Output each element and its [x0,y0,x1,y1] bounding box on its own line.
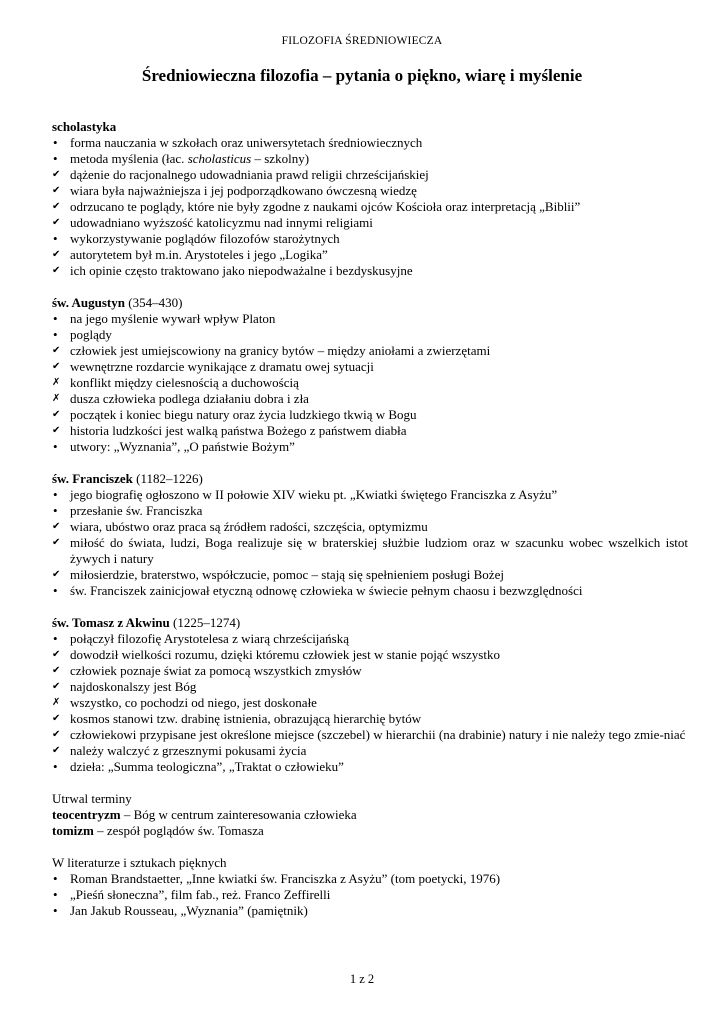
checkmark-icon: ✔ [52,201,61,212]
page-number: 1 z 2 [349,972,375,986]
list-item [52,263,688,279]
checkmark-icon: ✔ [52,425,61,436]
checkmark-icon: ✔ [52,521,61,532]
list-item-text [70,631,688,647]
text-run: miłosierdzie, braterstwo, współczucie, pomoc – stają się spełnieniem posługi Bożej [70,567,504,582]
checkmark-icon: ✔ [52,569,61,580]
bullet-icon: • [53,887,58,902]
section-heading-dates: (1182–1226) [132,471,203,486]
literature-item [52,887,688,903]
list-item [52,567,688,583]
list-item-text [70,727,688,743]
text-run: połączył filozofię Arystotelesa z wiarą chrześcijańską [70,631,350,646]
terms-heading: Utrwal terminy [52,791,132,806]
bullet-icon: • [53,583,58,598]
literature-item-text: Roman Brandstaetter, „Inne kwiatki św. Franciszka z Asyżu” (tom poetycki, 1976) [70,871,501,886]
text-run: przesłanie św. Franciszka [70,503,203,518]
section-heading [52,615,688,631]
checkmark-icon: ✔ [52,649,61,660]
bullet-icon: • [53,231,58,246]
section-heading [52,119,688,135]
list-item-text [70,343,688,359]
section-heading-title: św. Tomasz z Akwinu [52,615,170,630]
section-heading-title: św. Franciszek [52,471,133,486]
checkmark-icon: ✔ [52,665,61,676]
section-heading [52,295,688,311]
section-list [52,487,688,599]
bullet-icon: • [53,503,58,518]
list-item-text [70,311,688,327]
section [52,471,688,599]
list-item-text [70,743,688,759]
list-item [52,391,688,407]
list-item [52,679,688,695]
list-item [52,727,688,743]
list-item-text [70,439,688,455]
list-item [52,135,688,151]
list-item [52,183,688,199]
literature-section [52,855,688,919]
term-name: tomizm [52,823,94,838]
terms-list [52,807,688,839]
list-item-text [70,567,688,583]
list-item [52,535,688,567]
list-item-text [70,247,688,263]
bullet-icon: • [53,759,58,774]
literature-item [52,903,688,919]
list-item [52,711,688,727]
text-run: utwory: „Wyznania”, „O państwie Bożym” [70,439,295,454]
list-item-text [70,759,688,775]
section-list [52,311,688,455]
text-run: na jego myślenie wywarł wpływ Platon [70,311,276,326]
list-item [52,231,688,247]
list-item [52,423,688,439]
cross-icon: ✗ [52,377,61,388]
text-run: dusza człowieka podlega działaniu dobra i zła [70,391,309,406]
text-run: odrzucano te poglądy, które nie były zgodne z naukami ojców Kościoła oraz interpretacją „Biblii” [70,199,581,214]
text-run: miłość do świata, ludzi, Boga realizuje się w braterskiej służbie ludziom oraz w szacunku wobec wszelkich istot żywych i natury [70,535,688,566]
section [52,119,688,279]
text-run: historia ludzkości jest walką państwa Bożego z państwem diabła [70,423,407,438]
checkmark-icon: ✔ [52,361,61,372]
list-item [52,519,688,535]
list-item [52,327,688,343]
text-run: autorytetem był m.in. Arystoteles i jego „Logika” [70,247,328,262]
checkmark-icon: ✔ [52,409,61,420]
text-run: najdoskonalszy jest Bóg [70,679,197,694]
list-item [52,311,688,327]
list-item [52,759,688,775]
literature-item [52,871,688,887]
text-run: dążenie do racjonalnego udowadniania prawd religii chrześcijańskiej [70,167,429,182]
list-item-text [70,263,688,279]
document-body [52,119,688,935]
list-item-text [70,167,688,183]
term-name: teocentryzm [52,807,121,822]
checkmark-icon: ✔ [52,537,61,548]
sections-container [52,119,688,775]
section-heading [52,471,688,487]
list-item-text [70,679,688,695]
literature-heading: W literaturze i sztukach pięknych [52,855,227,870]
list-item [52,631,688,647]
text-run: wykorzystywanie poglądów filozofów starożytnych [70,231,340,246]
list-item-text [70,647,688,663]
literature-item-text: Jan Jakub Rousseau, „Wyznania” (pamiętnik) [70,903,308,918]
bullet-icon: • [53,151,58,166]
list-item [52,343,688,359]
text-run: wewnętrzne rozdarcie wynikające z dramatu owej sytuacji [70,359,374,374]
text-run: należy walczyć z grzesznymi pokusami życia [70,743,307,758]
checkmark-icon: ✔ [52,713,61,724]
checkmark-icon: ✔ [52,249,61,260]
terms-section [52,791,688,839]
checkmark-icon: ✔ [52,169,61,180]
text-run: człowiek jest umiejscowiony na granicy bytów – między aniołami a zwierzętami [70,343,491,358]
italic-term: scholasticus [187,151,252,166]
text-run: jego biografię ogłoszono w II połowie XIV wieku pt. „Kwiatki świętego Franciszka z Asyżu” [70,487,558,502]
checkmark-icon: ✔ [52,745,61,756]
term-text: – zespół poglądów św. Tomasza [93,823,264,838]
section-heading-title: św. Augustyn [52,295,125,310]
section-list [52,135,688,279]
checkmark-icon: ✔ [52,185,61,196]
text-run: ich opinie często traktowano jako niepodważalne i bezdyskusyjne [70,263,413,278]
checkmark-icon: ✔ [52,217,61,228]
list-item-text [70,231,688,247]
list-item-text [70,151,688,167]
list-item-text [70,199,688,215]
literature-list [52,871,688,919]
term-text: – Bóg w centrum zainteresowania człowieka [120,807,357,822]
list-item-text [70,711,688,727]
bullet-icon: • [53,135,58,150]
list-item [52,647,688,663]
list-item [52,247,688,263]
text-run: wiara, ubóstwo oraz praca są źródłem radości, szczęścia, optymizmu [70,519,428,534]
list-item [52,215,688,231]
bullet-icon: • [53,631,58,646]
section [52,615,688,775]
checkmark-icon: ✔ [52,729,61,740]
text-run: poglądy [70,327,112,342]
section [52,295,688,455]
text-run: konflikt między cielesnością a duchowością [70,375,299,390]
list-item [52,663,688,679]
list-item [52,503,688,519]
list-item [52,695,688,711]
list-item-text [70,407,688,423]
term-definition [52,823,688,839]
list-item-text [70,519,688,535]
list-item [52,487,688,503]
list-item [52,359,688,375]
section-heading-dates: (354–430) [124,295,183,310]
text-run: wszystko, co pochodzi od niego, jest doskonałe [70,695,317,710]
document-title: Średniowieczna filozofia – pytania o piękno, wiarę i myślenie [141,66,583,85]
text-run: dowodził wielkości rozumu, dzięki któremu człowiek jest w stanie pojąć wszystko [70,647,500,662]
bullet-icon: • [53,871,58,886]
text-run: wiara była najważniejsza i jej podporządkowano ówczesną wiedzę [70,183,417,198]
bullet-icon: • [53,327,58,342]
list-item-text [70,135,688,151]
bullet-icon: • [53,487,58,502]
checkmark-icon: ✔ [52,345,61,356]
bullet-icon: • [53,311,58,326]
term-definition [52,807,688,823]
cross-icon: ✗ [52,393,61,404]
list-item [52,167,688,183]
list-item [52,583,688,599]
text-run: – szkolny) [251,151,310,166]
literature-item-text: „Pieśń słoneczna”, film fab., reż. Franco Zeffirelli [70,887,331,902]
section-list [52,631,688,775]
list-item [52,375,688,391]
bullet-icon: • [53,903,58,918]
list-item-text [70,215,688,231]
cross-icon: ✗ [52,697,61,708]
list-item-text [70,663,688,679]
list-item-text [70,535,688,567]
list-item-text [70,423,688,439]
checkmark-icon: ✔ [52,265,61,276]
list-item-text [70,183,688,199]
list-item-text [70,327,688,343]
list-item-text [70,391,688,407]
list-item-text [70,583,688,599]
list-item-text [70,695,688,711]
text-run: kosmos stanowi tzw. drabinę istnienia, obrazującą hierarchię bytów [70,711,422,726]
list-item-text [70,503,688,519]
list-item-text [70,487,688,503]
checkmark-icon: ✔ [52,681,61,692]
bullet-icon: • [53,439,58,454]
text-run: forma nauczania w szkołach oraz uniwersytetach średniowiecznych [70,135,423,150]
text-run: początek i koniec biegu natury oraz życia ludzkiego tkwią w Bogu [70,407,417,422]
text-run: człowiek poznaje świat za pomocą wszystkich zmysłów [70,663,362,678]
list-item [52,199,688,215]
list-item-text [70,375,688,391]
running-header: FILOZOFIA ŚREDNIOWIECZA [281,35,443,47]
text-run: dzieła: „Summa teologiczna”, „Traktat o człowieku” [70,759,344,774]
text-run: udowadniano wyższość katolicyzmu nad innymi religiami [70,215,373,230]
section-heading-title: scholastyka [52,119,117,134]
list-item [52,743,688,759]
text-run: człowiekowi przypisane jest określone miejsce (szczebel) w hierarchii (na drabinie) natury i nie należy tego zmie-niać [70,727,686,742]
list-item [52,151,688,167]
text-run: metoda myślenia (łac. [70,151,188,166]
text-run: św. Franciszek zainicjował etyczną odnowę człowieka w świecie pełnym chaosu i bezwzględności [70,583,583,598]
list-item-text [70,359,688,375]
section-heading-dates: (1225–1274) [169,615,241,630]
list-item [52,439,688,455]
list-item [52,407,688,423]
